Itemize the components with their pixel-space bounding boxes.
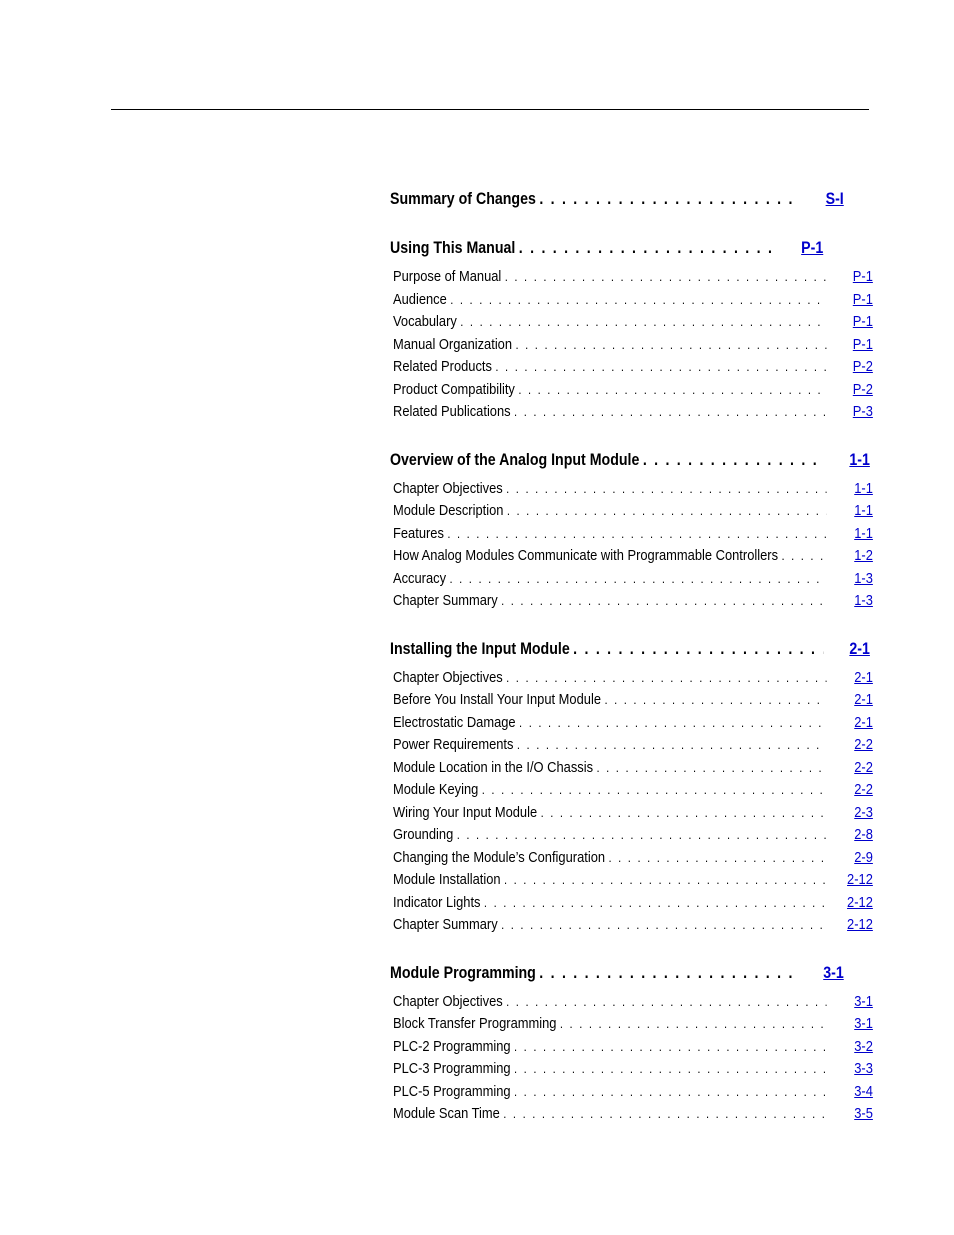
- dot-leader: [517, 737, 827, 752]
- header-rule: [111, 109, 869, 110]
- entry-label: Module Description: [393, 502, 504, 519]
- toc-entry[interactable]: [393, 291, 873, 314]
- dot-leader: [449, 571, 826, 586]
- toc-section: [390, 239, 873, 426]
- toc-entry[interactable]: [393, 1015, 873, 1038]
- dot-leader: [514, 1084, 826, 1099]
- toc-chapter-entry[interactable]: [390, 640, 870, 662]
- dot-leader: [541, 805, 827, 820]
- entry-label: Audience: [393, 290, 447, 308]
- dot-leader: [507, 503, 827, 518]
- toc-entry[interactable]: [393, 916, 873, 939]
- toc-chapter-entry[interactable]: [390, 239, 870, 261]
- dot-leader: [604, 692, 826, 707]
- entry-page-link[interactable]: P-1: [852, 290, 873, 308]
- entry-label: Module Location in the I/O Chassis: [393, 758, 594, 776]
- entry-label: Electrostatic Damage: [393, 713, 516, 731]
- dot-leader: [519, 715, 826, 730]
- entry-label: PLC-5 Programming: [393, 1082, 511, 1100]
- entry-page-link[interactable]: P-1: [852, 268, 873, 285]
- toc-entry[interactable]: [393, 480, 873, 503]
- dot-leader: [504, 872, 826, 887]
- entry-label: Module Keying: [393, 781, 479, 798]
- entry-label: Related Publications: [393, 403, 511, 420]
- dot-leader: [506, 670, 826, 685]
- dot-leader: [518, 382, 826, 397]
- dot-leader: [457, 827, 827, 842]
- entry-label: Chapter Summary: [393, 592, 498, 609]
- chapter-title: Using This Manual: [390, 239, 516, 257]
- toc-entry[interactable]: [393, 669, 873, 692]
- dot-leader: [506, 994, 826, 1009]
- toc-entry[interactable]: [393, 570, 873, 593]
- dot-leader: [514, 1061, 826, 1076]
- toc-section: [390, 639, 873, 939]
- entry-label: Indicator Lights: [393, 893, 481, 911]
- toc-section: [390, 450, 873, 615]
- entry-page-link[interactable]: 1-3: [854, 592, 873, 609]
- entry-page-link[interactable]: 1-2: [854, 547, 873, 564]
- toc-entry[interactable]: [393, 1060, 873, 1083]
- entry-page-link[interactable]: 2-8: [854, 826, 873, 843]
- entry-page-link[interactable]: 1-1: [854, 502, 873, 519]
- toc-entry[interactable]: [393, 403, 873, 426]
- dot-leader: [539, 190, 797, 209]
- chapter-page-link[interactable]: P-1: [801, 239, 824, 257]
- dot-leader: [781, 548, 826, 563]
- entry-label: PLC-2 Programming: [393, 1037, 511, 1055]
- toc-entry[interactable]: [393, 1038, 873, 1061]
- entry-page-link[interactable]: 3-2: [854, 1037, 873, 1055]
- entry-label: Purpose of Manual: [393, 268, 502, 285]
- entry-page-link[interactable]: 3-1: [854, 1015, 873, 1032]
- entry-label: Features: [393, 524, 444, 542]
- entry-page-link[interactable]: 2-3: [854, 803, 873, 821]
- entry-page-link[interactable]: 3-5: [854, 1105, 873, 1122]
- entry-label: Chapter Objectives: [393, 668, 503, 686]
- toc-entry[interactable]: [393, 781, 873, 804]
- chapter-page-link[interactable]: 3-1: [823, 963, 844, 982]
- dot-leader: [573, 640, 823, 659]
- entry-label: Chapter Objectives: [393, 479, 503, 497]
- dot-leader: [519, 239, 777, 258]
- dot-leader: [515, 337, 826, 352]
- toc-chapter-entry[interactable]: [390, 451, 870, 473]
- entry-page-link[interactable]: P-1: [852, 335, 873, 353]
- entry-label: Before You Install Your Input Module: [393, 691, 601, 708]
- entry-page-link[interactable]: 3-3: [854, 1060, 873, 1077]
- entry-label: How Analog Modules Communicate with Programmable Controllers: [393, 547, 779, 564]
- entry-page-link[interactable]: 1-3: [854, 569, 873, 587]
- toc-entry[interactable]: [393, 525, 873, 548]
- toc-entry[interactable]: [393, 894, 873, 917]
- entry-page-link[interactable]: 2-2: [854, 781, 873, 798]
- entry-page-link[interactable]: 2-12: [847, 893, 873, 911]
- toc-entry[interactable]: [393, 358, 873, 381]
- chapter-page-link[interactable]: 2-1: [849, 639, 870, 658]
- entry-label: Module Scan Time: [393, 1105, 500, 1122]
- chapter-title: Overview of the Analog Input Module: [390, 450, 640, 469]
- toc-entry[interactable]: [393, 691, 873, 714]
- entry-page-link[interactable]: 2-1: [854, 668, 873, 686]
- dot-leader: [501, 593, 826, 608]
- dot-leader: [514, 1039, 826, 1054]
- entry-page-link[interactable]: 1-1: [854, 524, 873, 542]
- dot-leader: [484, 895, 827, 910]
- toc-entry[interactable]: [393, 313, 873, 336]
- entry-label: Module Installation: [393, 871, 501, 888]
- entry-page-link[interactable]: 2-12: [847, 916, 873, 933]
- toc-entry[interactable]: [393, 268, 873, 291]
- entry-page-link[interactable]: P-2: [852, 358, 873, 375]
- table-of-contents: [390, 190, 873, 1128]
- entry-label: Chapter Summary: [393, 916, 498, 933]
- entry-page-link[interactable]: 3-1: [854, 992, 873, 1010]
- entry-label: Grounding: [393, 826, 454, 843]
- entry-page-link[interactable]: 2-1: [854, 691, 873, 708]
- dot-leader: [560, 1016, 827, 1031]
- dot-leader: [501, 917, 826, 932]
- dot-leader: [539, 964, 797, 983]
- entry-label: Power Requirements: [393, 736, 514, 753]
- toc-entry[interactable]: [393, 336, 873, 359]
- entry-label: Changing the Module’s Configuration: [393, 848, 606, 866]
- dot-leader: [450, 292, 826, 307]
- toc-entry[interactable]: [393, 1105, 873, 1128]
- dot-leader: [460, 314, 826, 329]
- toc-entry[interactable]: [393, 547, 873, 570]
- toc-entry[interactable]: [393, 502, 873, 525]
- toc-chapter-entry[interactable]: [390, 964, 870, 986]
- entry-page-link[interactable]: 1-1: [854, 479, 873, 497]
- toc-entry[interactable]: [393, 871, 873, 894]
- entry-label: Block Transfer Programming: [393, 1015, 557, 1032]
- dot-leader: [514, 404, 826, 419]
- dot-leader: [608, 850, 826, 865]
- dot-leader: [643, 451, 824, 470]
- dot-leader: [482, 782, 827, 797]
- entry-page-link[interactable]: 2-2: [854, 758, 873, 776]
- dot-leader: [495, 359, 826, 374]
- dot-leader: [447, 526, 826, 541]
- entry-page-link[interactable]: 3-4: [854, 1082, 873, 1100]
- dot-leader: [503, 1106, 826, 1121]
- chapter-page-link[interactable]: S-I: [825, 190, 844, 208]
- chapter-page-link[interactable]: 1-1: [849, 450, 870, 469]
- entry-page-link[interactable]: P-1: [852, 313, 873, 330]
- entry-page-link[interactable]: 2-12: [847, 871, 873, 888]
- toc-entry[interactable]: [393, 381, 873, 404]
- entry-label: Product Compatibility: [393, 380, 515, 398]
- toc-entry[interactable]: [393, 993, 873, 1016]
- toc-entry[interactable]: [393, 849, 873, 872]
- entry-label: Chapter Objectives: [393, 992, 503, 1010]
- toc-entry[interactable]: [393, 804, 873, 827]
- chapter-title: Module Programming: [390, 963, 536, 982]
- entry-label: Manual Organization: [393, 335, 513, 353]
- toc-entry[interactable]: [393, 592, 873, 615]
- toc-entry[interactable]: [393, 714, 873, 737]
- entry-label: Vocabulary: [393, 313, 457, 330]
- dot-leader: [506, 481, 826, 496]
- chapter-title: Installing the Input Module: [390, 639, 570, 658]
- entry-page-link[interactable]: 2-2: [854, 736, 873, 753]
- toc-entry[interactable]: [393, 759, 873, 782]
- entry-label: PLC-3 Programming: [393, 1060, 511, 1077]
- entry-label: Related Products: [393, 358, 492, 375]
- entry-label: Accuracy: [393, 569, 447, 587]
- entry-page-link[interactable]: 2-9: [854, 848, 873, 866]
- entry-label: Wiring Your Input Module: [393, 803, 538, 821]
- toc-section: [390, 963, 873, 1128]
- toc-chapter-entry[interactable]: [390, 190, 870, 212]
- toc-entry[interactable]: [393, 736, 873, 759]
- toc-entry[interactable]: [393, 826, 873, 849]
- toc-entry[interactable]: [393, 1083, 873, 1106]
- dot-leader: [596, 760, 826, 775]
- entry-page-link[interactable]: P-2: [852, 380, 873, 398]
- toc-section: [390, 190, 870, 212]
- dot-leader: [505, 269, 827, 284]
- chapter-title: Summary of Changes: [390, 190, 536, 208]
- entry-page-link[interactable]: P-3: [852, 403, 873, 420]
- entry-page-link[interactable]: 2-1: [854, 713, 873, 731]
